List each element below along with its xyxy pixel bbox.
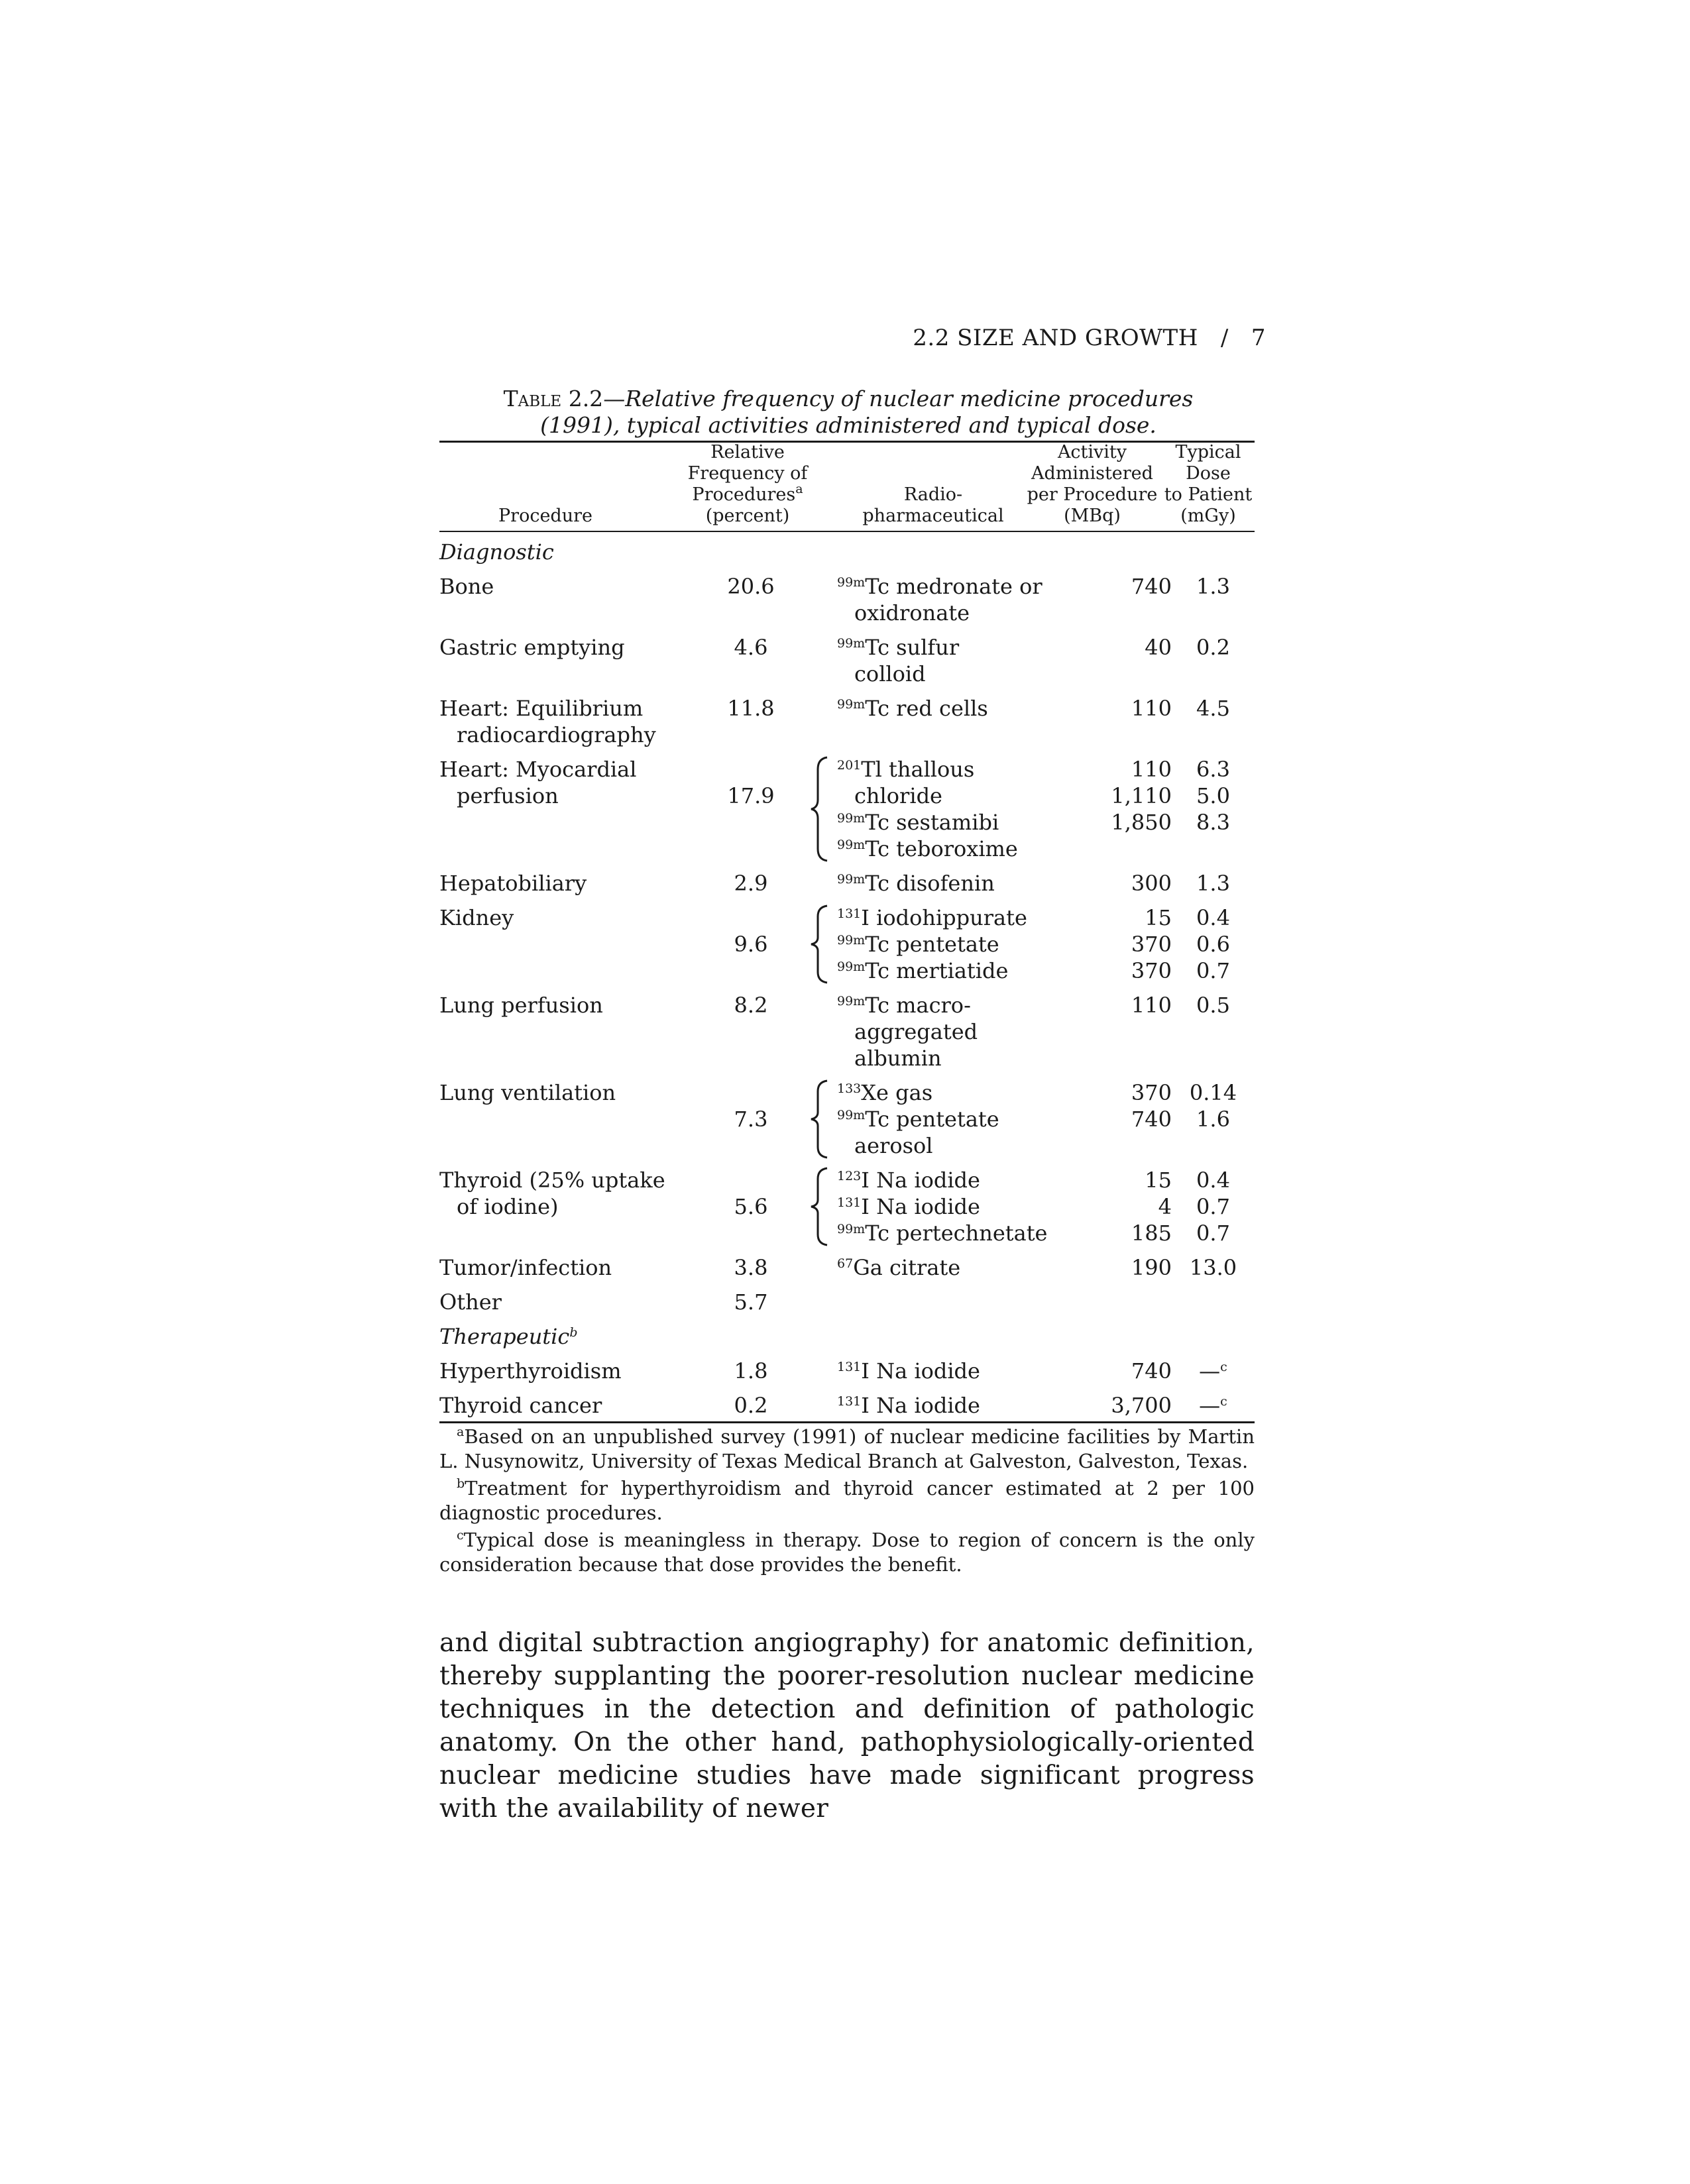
- proc-hepatobiliary: Hepatobiliary: [439, 871, 587, 896]
- col-radio-line1: Radio-: [903, 484, 963, 505]
- col-activity: [1023, 442, 1162, 527]
- section-therapeutic-row: [439, 1323, 1255, 1358]
- table-row-heart-myocardial: [439, 756, 1255, 870]
- table-caption: [464, 386, 1233, 439]
- col-radio: [844, 484, 1023, 527]
- dose-line1: 0.4: [1196, 905, 1230, 930]
- isotope: 99m: [837, 933, 866, 948]
- proc-hyperthyroidism: Hyperthyroidism: [439, 1358, 622, 1384]
- proc-bone: Bone: [439, 574, 494, 599]
- isotope: 99m: [837, 1108, 866, 1122]
- footnote-b: [439, 1476, 1255, 1525]
- proc-line1: Heart: Myocardial: [439, 757, 637, 782]
- footnote-c-mark: c: [457, 1528, 464, 1543]
- dose-hepatobiliary: 1.3: [1196, 871, 1230, 896]
- table-row-other: [439, 1289, 1255, 1323]
- act-kidney: [1039, 904, 1172, 984]
- footnote-a-text: Based on an unpublished survey (1991) of nuclear medicine facilities by Martin L. Nusynowitz, University of Texas Medical Branch at Galveston, Galveston, Texas.: [439, 1425, 1255, 1472]
- radio-line2: oxidronate: [854, 600, 970, 626]
- freq-kidney: 9.6: [734, 932, 768, 957]
- table-row-heart-equilibrium: [439, 695, 1255, 756]
- isotope: 99m: [837, 872, 866, 887]
- table-row-gastric: [439, 634, 1255, 695]
- isotope: 99m: [837, 838, 866, 852]
- radio-line3: Tc mertiatide: [865, 958, 1009, 983]
- act-line3: 370: [1131, 958, 1172, 983]
- radio-line2: Tc pentetate: [865, 1107, 999, 1132]
- freq-hepatobiliary: 2.9: [734, 871, 768, 896]
- col-frequency-note: a: [795, 482, 803, 496]
- col-frequency-line4: (percent): [705, 506, 790, 526]
- group-brace: [807, 1079, 834, 1159]
- dose-hyperthyroidism: [1168, 1358, 1258, 1384]
- freq-heart-myocardial: 17.9: [727, 783, 775, 808]
- proc-tumor: Tumor/infection: [439, 1255, 612, 1280]
- dose-line2: 5.0: [1196, 783, 1230, 808]
- proc-gastric: Gastric emptying: [439, 635, 625, 660]
- col-dose-line2: Dose: [1186, 463, 1231, 484]
- dose-dash: —: [1199, 1393, 1221, 1418]
- isotope: 201: [837, 758, 862, 773]
- isotope: 131: [837, 906, 862, 921]
- proc-line2: radiocardiography: [457, 722, 656, 747]
- dose-line2: 0.6: [1196, 932, 1230, 957]
- isotope: 131: [837, 1394, 862, 1409]
- table-footnotes: [439, 1425, 1255, 1580]
- body-paragraph: and digital subtraction angiography) for anatomic definition, thereby supplanting the poorer-resolution nuclear medicine techniques in the detection and definition of pathologic anatomy. On the other hand, pathophysiologically-oriented nuclear medicine studies have made significant progress with the availability of newer: [439, 1628, 1255, 1824]
- freq-hyperthyroidism: 1.8: [734, 1358, 768, 1384]
- act-line2: 370: [1131, 932, 1172, 957]
- group-brace: [807, 1167, 834, 1246]
- radio-line1: Tc disofenin: [865, 871, 995, 896]
- freq-thyroid-cancer: 0.2: [734, 1393, 768, 1418]
- act-line1: 110: [1131, 757, 1172, 782]
- proc-thyroid: [439, 1167, 691, 1220]
- act-line2: 1,110: [1111, 783, 1172, 808]
- act-thyroid: [1039, 1167, 1172, 1246]
- section-diagnostic: Diagnostic: [439, 539, 554, 565]
- act-heart-myocardial: [1039, 756, 1172, 836]
- isotope: 99m: [837, 811, 866, 826]
- radio-line1: Ga citrate: [853, 1255, 961, 1280]
- table-header: [439, 443, 1255, 532]
- act-gastric: 40: [1145, 635, 1172, 660]
- col-procedure: [439, 506, 651, 527]
- table-bottom-rule: [439, 1421, 1255, 1423]
- proc-thyroid-cancer: Thyroid cancer: [439, 1393, 602, 1418]
- radio-line3: Tc pertechnetate: [865, 1221, 1048, 1246]
- col-activity-line3: per Procedure: [1027, 484, 1158, 505]
- act-line2: 4: [1158, 1194, 1172, 1219]
- table-row-hyperthyroidism: [439, 1358, 1255, 1392]
- freq-thyroid: 5.6: [734, 1194, 768, 1219]
- col-procedure-label: Procedure: [498, 506, 592, 526]
- proc-heart-equilibrium: [439, 695, 691, 748]
- proc-kidney: Kidney: [439, 905, 514, 930]
- table-row-kidney: [439, 904, 1255, 992]
- col-activity-line4: (MBq): [1064, 506, 1121, 526]
- act-thyroid-cancer: 3,700: [1111, 1393, 1172, 1418]
- col-frequency-line1: Relative: [710, 442, 785, 463]
- isotope: 67: [837, 1256, 854, 1271]
- therapeutic-note: b: [569, 1325, 578, 1340]
- page-number: 7: [1251, 325, 1266, 351]
- radio-line2: Tc pentetate: [865, 932, 999, 957]
- dose-lung-ventilation: [1168, 1079, 1258, 1132]
- isotope: 99m: [837, 994, 866, 1009]
- radio-line1: Tc sulfur: [865, 635, 960, 660]
- freq-other: 5.7: [734, 1289, 768, 1315]
- section-therapeutic: [439, 1323, 691, 1350]
- running-header: [913, 325, 1266, 351]
- dose-gastric: 0.2: [1196, 635, 1230, 660]
- dose-note: c: [1220, 1394, 1227, 1409]
- dose-heart-myocardial: [1168, 756, 1258, 836]
- act-tumor: 190: [1131, 1255, 1172, 1280]
- dose-kidney: [1168, 904, 1258, 984]
- dose-note: c: [1220, 1360, 1227, 1374]
- act-hyperthyroidism: 740: [1131, 1358, 1172, 1384]
- isotope: 99m: [837, 697, 866, 712]
- dose-bone: 1.3: [1196, 574, 1230, 599]
- col-frequency-line2: Frequency of: [687, 463, 808, 484]
- act-lung-ventilation: [1039, 1079, 1172, 1132]
- isotope: 99m: [837, 1222, 866, 1236]
- isotope: 99m: [837, 636, 866, 651]
- table-label: Table 2.2: [503, 386, 604, 411]
- dose-line2: 0.7: [1196, 1194, 1230, 1219]
- section-therapeutic-label: Therapeutic: [439, 1324, 570, 1349]
- footnote-a: [439, 1425, 1255, 1474]
- radio-line1: I Na iodide: [861, 1358, 980, 1384]
- radio-line1: I Na iodide: [861, 1168, 980, 1193]
- col-frequency-line3: Procedures: [692, 484, 796, 505]
- proc-line2: perfusion: [457, 783, 559, 808]
- section-diagnostic-row: [439, 539, 1255, 573]
- radio-line1: Tc red cells: [865, 696, 988, 721]
- col-dose-line3: to Patient: [1164, 484, 1253, 505]
- dose-thyroid: [1168, 1167, 1258, 1246]
- dose-line3: 8.3: [1196, 810, 1230, 835]
- header-separator: /: [1220, 325, 1229, 351]
- act-hepatobiliary: 300: [1131, 871, 1172, 896]
- table-row-bone: [439, 573, 1255, 634]
- radio-line3: albumin: [854, 1046, 942, 1071]
- dose-line2: 1.6: [1196, 1107, 1230, 1132]
- radio-line3: Tc sestamibi: [865, 810, 999, 835]
- proc-heart-myocardial: [439, 756, 691, 809]
- proc-other: Other: [439, 1289, 502, 1315]
- proc-line1: Heart: Equilibrium: [439, 696, 644, 721]
- isotope: 123: [837, 1169, 862, 1183]
- dose-line3: 0.7: [1196, 958, 1230, 983]
- col-dose-line1: Typical: [1175, 442, 1241, 463]
- col-dose: [1162, 442, 1255, 527]
- dose-lung-perfusion: 0.5: [1196, 993, 1230, 1018]
- table-row-hepatobiliary: [439, 870, 1255, 904]
- dose-thyroid-cancer: [1168, 1392, 1258, 1419]
- radio-line3: aerosol: [854, 1133, 933, 1158]
- freq-tumor: 3.8: [734, 1255, 768, 1280]
- col-activity-line2: Administered: [1031, 463, 1153, 484]
- act-bone: 740: [1131, 574, 1172, 599]
- footnote-c-text: Typical dose is meaningless in therapy. Dose to region of concern is the only consideration because that dose provides the benefit.: [439, 1529, 1255, 1576]
- radio-line4: Tc teboroxime: [865, 836, 1018, 861]
- table-row-thyroid: [439, 1167, 1255, 1254]
- dose-line1: 0.4: [1196, 1168, 1230, 1193]
- table-row-thyroid-cancer: [439, 1392, 1255, 1421]
- radio-line2: chloride: [854, 783, 942, 808]
- radio-line2: aggregated: [854, 1019, 978, 1044]
- act-line3: 185: [1131, 1221, 1172, 1246]
- radio-line1: I Na iodide: [861, 1393, 980, 1418]
- col-frequency: [678, 442, 817, 527]
- radio-line1: I iodohippurate: [861, 905, 1027, 930]
- dose-line1: 0.14: [1189, 1080, 1237, 1105]
- radio-line1: Xe gas: [861, 1080, 933, 1105]
- radio-line2: I Na iodide: [861, 1194, 980, 1219]
- act-line3: 1,850: [1111, 810, 1172, 835]
- caption-dash: —: [603, 386, 626, 411]
- header-rule: [439, 531, 1255, 532]
- footnote-a-mark: a: [457, 1425, 465, 1439]
- footnote-c: [439, 1528, 1255, 1577]
- dose-tumor: 13.0: [1189, 1255, 1237, 1280]
- freq-bone: 20.6: [727, 574, 775, 599]
- table-row-lung-ventilation: [439, 1079, 1255, 1167]
- radio-line2: colloid: [854, 661, 926, 686]
- group-brace: [807, 904, 834, 984]
- radio-line1: Tl thallous: [861, 757, 975, 782]
- table-row-lung-perfusion: [439, 992, 1255, 1079]
- act-line2: 740: [1131, 1107, 1172, 1132]
- dose-heart-equilibrium: 4.5: [1196, 696, 1230, 721]
- col-activity-line1: Activity: [1057, 442, 1127, 463]
- col-radio-line2: pharmaceutical: [862, 506, 1004, 526]
- radio-line1: Tc macro-: [865, 993, 971, 1018]
- footnote-b-text: Treatment for hyperthyroidism and thyroid cancer estimated at 2 per 100 diagnostic procedures.: [439, 1477, 1255, 1524]
- freq-gastric: 4.6: [734, 635, 768, 660]
- act-lung-perfusion: 110: [1131, 993, 1172, 1018]
- procedures-table: [439, 441, 1255, 1423]
- caption-text: Relative frequency of nuclear medicine procedures (1991), typical activities administered and typical dose.: [540, 386, 1194, 438]
- freq-heart-equilibrium: 11.8: [727, 696, 775, 721]
- isotope: 131: [837, 1360, 862, 1374]
- isotope: 131: [837, 1195, 862, 1210]
- col-dose-line4: (mGy): [1180, 506, 1236, 526]
- table-row-tumor: [439, 1254, 1255, 1289]
- dose-line3: 0.7: [1196, 1221, 1230, 1246]
- freq-lung-perfusion: 8.2: [734, 993, 768, 1018]
- act-line1: 370: [1131, 1080, 1172, 1105]
- proc-lung-ventilation: Lung ventilation: [439, 1080, 616, 1105]
- isotope: 133: [837, 1081, 862, 1096]
- radio-line1: Tc medronate or: [865, 574, 1042, 599]
- freq-lung-ventilation: 7.3: [734, 1107, 768, 1132]
- proc-line2: of iodine): [457, 1194, 559, 1219]
- act-line1: 15: [1145, 1168, 1172, 1193]
- act-line1: 15: [1145, 905, 1172, 930]
- dose-line1: 6.3: [1196, 757, 1230, 782]
- proc-lung-perfusion: Lung perfusion: [439, 993, 603, 1018]
- act-heart-equilibrium: 110: [1131, 696, 1172, 721]
- isotope: 99m: [837, 575, 866, 590]
- dose-dash: —: [1199, 1358, 1221, 1384]
- footnote-b-mark: b: [457, 1476, 465, 1491]
- group-brace: [807, 756, 834, 862]
- isotope: 99m: [837, 959, 866, 974]
- section-title: 2.2 SIZE AND GROWTH: [913, 325, 1198, 351]
- proc-line1: Thyroid (25% uptake: [439, 1168, 665, 1193]
